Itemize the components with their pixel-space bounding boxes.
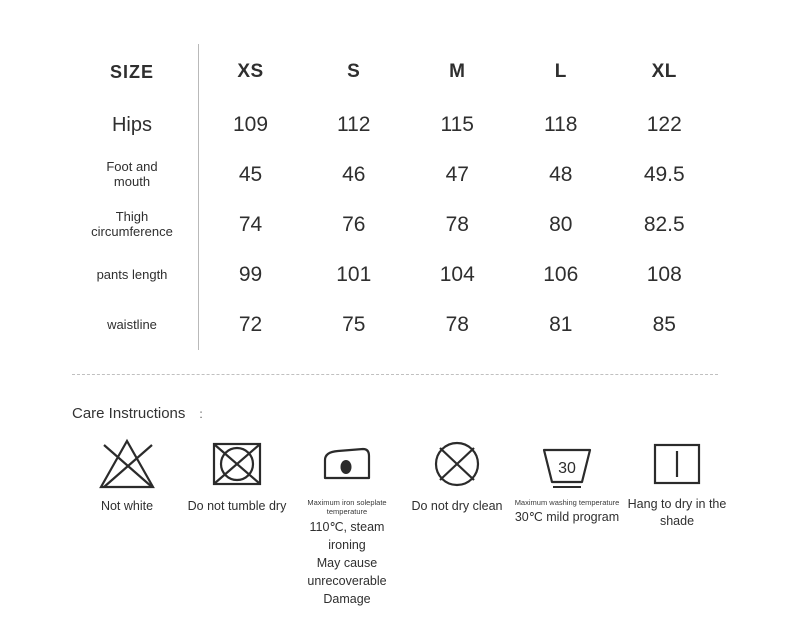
care-instructions-heading: [72, 405, 203, 422]
cell-waist-m: 78: [445, 313, 469, 336]
care-sub-wash: 30℃ mild program: [514, 510, 620, 525]
cell-foot-l: 48: [549, 163, 573, 186]
row-label-hips: [76, 100, 199, 150]
cell-thigh-l: 80: [549, 213, 573, 236]
cell-pants-l: 106: [543, 263, 579, 286]
row-label-foot-line2: mouth: [113, 174, 151, 189]
cell-waist-xl: 85: [652, 313, 676, 336]
size-chart-table: [76, 44, 716, 350]
size-chart: [76, 44, 716, 350]
header-xl: XL: [651, 61, 677, 82]
cell-thigh-m: 78: [445, 213, 469, 236]
care-item-iron: [292, 436, 402, 608]
cell-hips-l: 118: [544, 113, 578, 136]
row-label-foot-and-mouth: [76, 150, 199, 200]
iron-icon: [316, 436, 378, 492]
cell-hips-xs: 109: [232, 113, 269, 136]
hang-dry-shade-icon: [649, 436, 705, 492]
cell-pants-m: 104: [439, 263, 475, 286]
row-label-thigh-line2: circumference: [91, 224, 173, 239]
care-label-wash-temp: Maximum washing temperature: [514, 498, 620, 507]
care-label-iron-temp: Maximum iron soleplate temperature: [307, 498, 387, 517]
care-item-no-dry-clean: [402, 436, 512, 515]
cell-foot-xs: 45: [238, 163, 263, 186]
row-label-hips-line1: Hips: [111, 113, 152, 136]
cell-hips-m: 115: [440, 113, 474, 136]
header-size: SIZE: [76, 44, 199, 100]
care-instructions-colon: :: [199, 407, 203, 421]
cell-hips-s: 112: [337, 113, 371, 136]
row-label-pants-line1: pants length: [96, 266, 168, 282]
row-label-thigh-line1: Thigh: [115, 209, 149, 225]
svg-text:30: 30: [558, 460, 576, 477]
care-label-no-tumble-dry: Do not tumble dry: [187, 499, 287, 513]
row-label-thigh-circumference: [76, 200, 199, 250]
cell-waist-s: 75: [342, 313, 366, 336]
table-row: [76, 150, 716, 200]
wash-30-icon: [536, 436, 598, 492]
no-tumble-dry-icon: [209, 436, 265, 492]
cell-foot-xl: 49.5: [643, 163, 685, 186]
row-label-waistline: [76, 300, 199, 350]
care-symbols-row: [72, 436, 732, 608]
cell-pants-xl: 108: [646, 263, 682, 286]
table-row: [76, 100, 716, 150]
no-dry-clean-icon: [429, 436, 485, 492]
table-row: [76, 200, 716, 250]
table-row: [76, 250, 716, 300]
care-instructions-title: Care Instructions: [72, 405, 186, 422]
care-label-no-dry-clean: Do not dry clean: [411, 499, 503, 513]
cell-thigh-xl: 82.5: [643, 213, 685, 236]
header-m: M: [449, 61, 466, 82]
cell-thigh-s: 76: [342, 213, 366, 236]
care-item-hang-dry-shade: [622, 436, 732, 530]
care-sub-iron: 110℃, steam ironing May cause unrecoverable Damage: [307, 519, 387, 607]
cell-pants-s: 101: [336, 263, 372, 286]
header-xs: XS: [237, 61, 264, 82]
no-bleach-triangle-icon: [97, 436, 157, 492]
row-label-waistline-line1: waistline: [107, 316, 157, 332]
header-l: L: [554, 61, 567, 82]
row-label-foot-line1: Foot and: [106, 159, 158, 175]
care-item-not-white: [72, 436, 182, 515]
cell-waist-l: 81: [549, 313, 573, 336]
care-item-wash: [512, 436, 622, 527]
section-divider: [72, 374, 718, 375]
care-label-hang-dry-shade: Hang to dry in the shade: [627, 497, 727, 528]
table-header-row: [76, 44, 716, 100]
cell-pants-xs: 99: [238, 263, 263, 286]
care-label-not-white: Not white: [100, 499, 154, 513]
table-row: [76, 300, 716, 350]
cell-foot-m: 47: [445, 163, 469, 186]
cell-waist-xs: 72: [238, 313, 263, 336]
cell-foot-s: 46: [342, 163, 366, 186]
row-label-pants-length: [76, 250, 199, 300]
cell-thigh-xs: 74: [238, 213, 263, 236]
cell-hips-xl: 122: [646, 113, 682, 136]
care-item-no-tumble-dry: [182, 436, 292, 515]
header-s: S: [347, 61, 361, 82]
